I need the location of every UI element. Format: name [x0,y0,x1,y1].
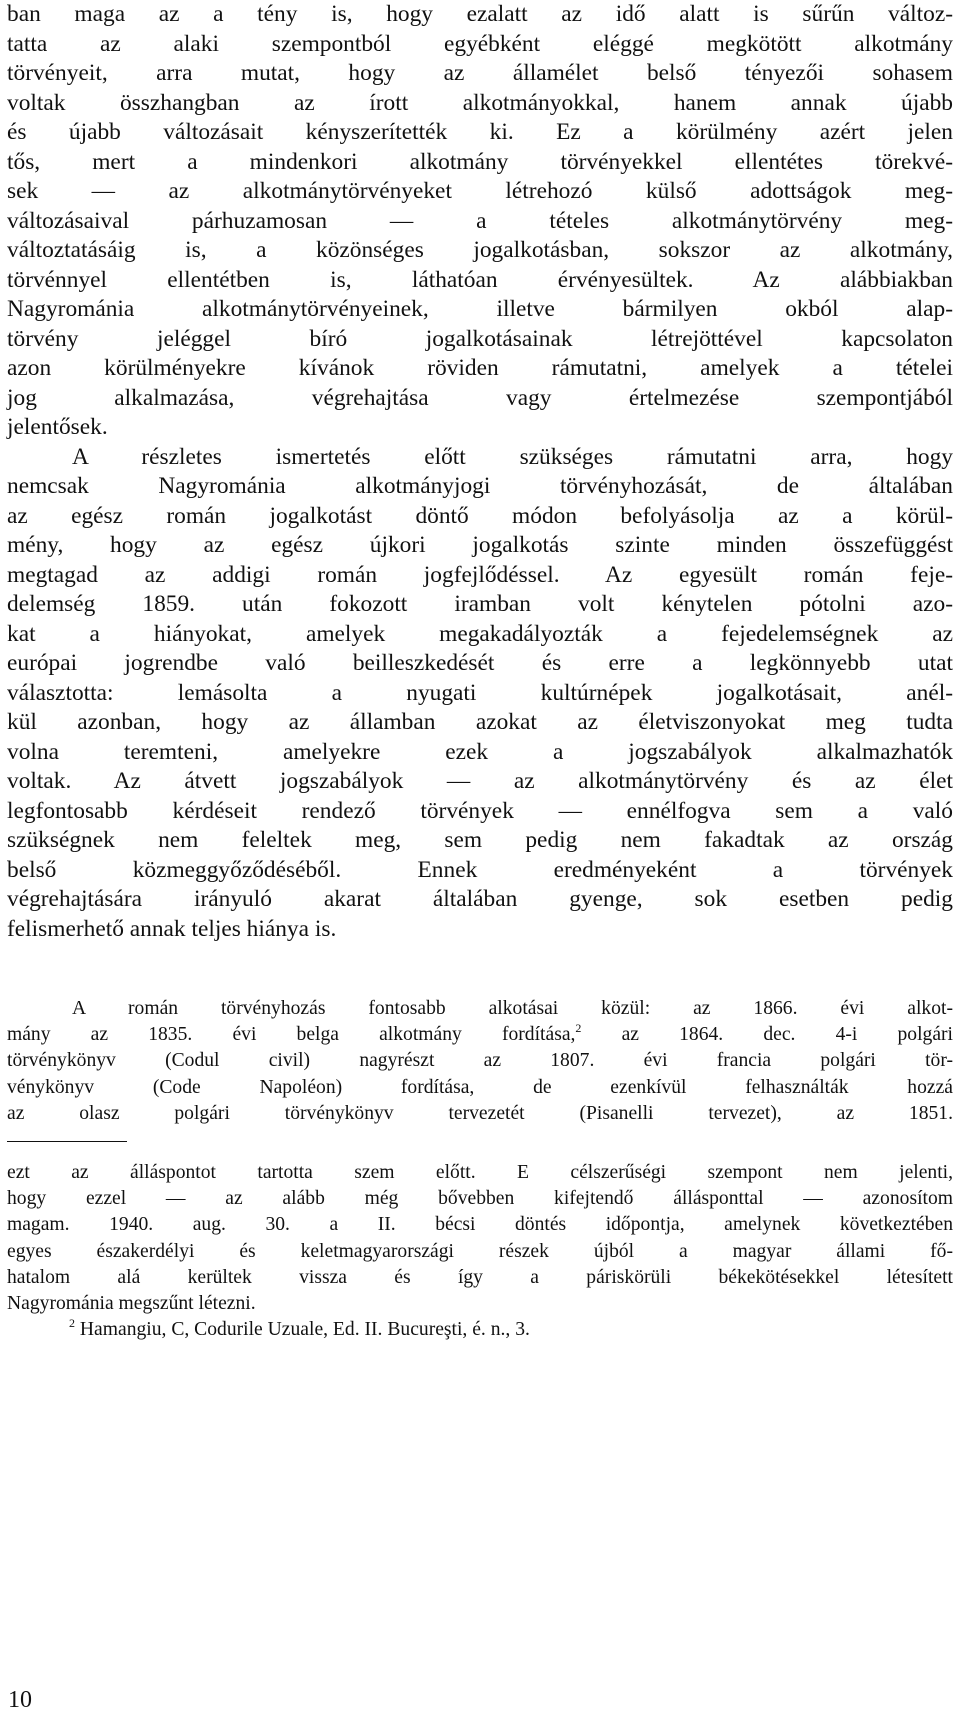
text-line: kül azonban, hogy az államban azokat az életviszonyokat meg tudta [7,709,953,735]
main-text [7,0,953,944]
text-line: jog alkalmazása, végrehajtása vagy értelmezése szempontjából [7,384,953,411]
page-number: 10 [8,1687,32,1713]
text-line: változtatásáig is, a közönséges jogalkotásban, sokszor az alkotmány, [7,237,953,263]
footnote-line: egyes északerdélyi és keletmagyarországi részek újból a magyar állami fő- [7,1240,953,1262]
footnote-line: hatalom alá kerültek vissza és így a páriskörüli békekötésekkel létesített [7,1266,953,1288]
text-line: belső közmeggyőződéséből. Ennek eredményeként a törvények [7,856,953,883]
text-line: sek ― az alkotmánytörvényeket létrehozó külső adottságok meg- [7,178,953,204]
text-line: nemcsak Nagyrománia alkotmányjogi törvényhozását, de általában [7,473,953,499]
text-line: és újabb változásait kényszerítették ki. Ez a körülmény azért jelen [7,119,953,145]
note-line [7,1022,953,1048]
footnote-line: Nagyrománia megszűnt létezni. [7,1293,256,1315]
note-line: A román törvényhozás fontosabb alkotásai közül: az 1866. évi alkot- [72,998,953,1019]
note-line-part: az 1864. dec. 4-i polgári [621,1024,953,1046]
text-line: kat a hiányokat, amelyek megakadályozták a fejedelemségnek az [7,620,953,647]
footnote-2-text: Hamangiu, C, Codurile Uzuale, Ed. II. Bucureşti, é. n., 3. [79,1319,530,1341]
text-line: törvénnyel ellentétben is, láthatóan érvényesültek. Az alábbiakban [7,266,953,293]
footnote-separator [7,1141,127,1142]
text-line: európai jogrendbe való beilleszkedését és erre a legkönnyebb utat [7,650,953,676]
text-line: megtagad az addigi román jogfejlődéssel. Az egyesült román feje- [7,561,953,588]
footnote-line: hogy ezzel ― az alább még bővebben kifejtendő állásponttal ― azonosítom [7,1188,953,1210]
text-line: voltak összhangban az írott alkotmányokkal, hanem annak újabb [7,89,953,116]
text-line: delemség 1859. után fokozott iramban volt kénytelen pótolni azo- [7,591,953,617]
footnote-marker: 2 [69,1316,75,1331]
footnote-line: ezt az álláspontot tartotta szem előtt. E célszerűségi szempont nem jelenti, [7,1162,953,1184]
text-line: ban maga az a tény is, hogy ezalatt az idő alatt is sűrűn változ- [7,1,953,27]
text-line: volna teremteni, amelyekre ezek a jogszabályok alkalmazhatók [7,738,953,765]
note-line-part: mány az 1835. évi belga alkotmány fordítása, [7,1024,576,1046]
text-line: változásaival párhuzamosan ― a tételes alkotmánytörvény meg- [7,207,953,234]
text-line: felismerhető annak teljes hiánya is. [7,915,337,942]
text-line: az egész román jogalkotást döntő módon befolyásolja az a körül- [7,502,953,529]
footnote-2 [7,1317,953,1343]
text-line: végrehajtására irányuló akarat általában gyenge, sok esetben pedig [7,886,953,912]
note-line: vénykönyv (Code Napoléon) fordítása, de ezenkívül felhasználták hozzá [7,1076,953,1098]
text-line: legfontosabb kérdéseit rendező törvények ― ennélfogva sem a való [7,797,953,824]
note-line: törvénykönyv (Codul civil) nagyrészt az 1807. évi francia polgári tör- [7,1050,953,1072]
text-line: jelentősek. [7,414,108,440]
text-line: tatta az alaki szempontból egyébként eléggé megkötött alkotmány [7,30,953,57]
footnote-line: magam. 1940. aug. 30. a II. bécsi döntés időpontja, amelynek következtében [7,1214,953,1236]
text-line: voltak. Az átvett jogszabályok ― az alkotmánytörvény és az élet [7,768,953,794]
notes-section [7,996,953,1343]
text-line: törvényeit, arra mutat, hogy az államélet belső tényezői sohasem [7,60,953,86]
text-line: törvény jeléggel bíró jogalkotásainak létrejöttével kapcsolaton [7,325,953,352]
footnote-ref: 2 [575,1021,582,1036]
text-line: mény, hogy az egész újkori jogalkotás szinte minden összefüggést [7,532,953,558]
text-line: tős, mert a mindenkori alkotmány törvényekkel ellentétes törekvé- [7,148,953,175]
paragraph-start-line: A részletes ismertetés előtt szükséges rámutatni arra, hogy [72,443,953,470]
text-line: szükségnek nem feleltek meg, sem pedig nem fakadtak az ország [7,827,953,853]
note-line: az olasz polgári törvénykönyv tervezetét (Pisanelli tervezet), az 1851. [7,1102,953,1124]
text-line: azon körülményekre kívánok röviden rámutatni, amelyek a tételei [7,355,953,381]
text-line: Nagyrománia alkotmánytörvényeinek, illetve bármilyen okból alap- [7,296,953,322]
text-line: választotta: lemásolta a nyugati kultúrnépek jogalkotásait, anél- [7,679,953,706]
